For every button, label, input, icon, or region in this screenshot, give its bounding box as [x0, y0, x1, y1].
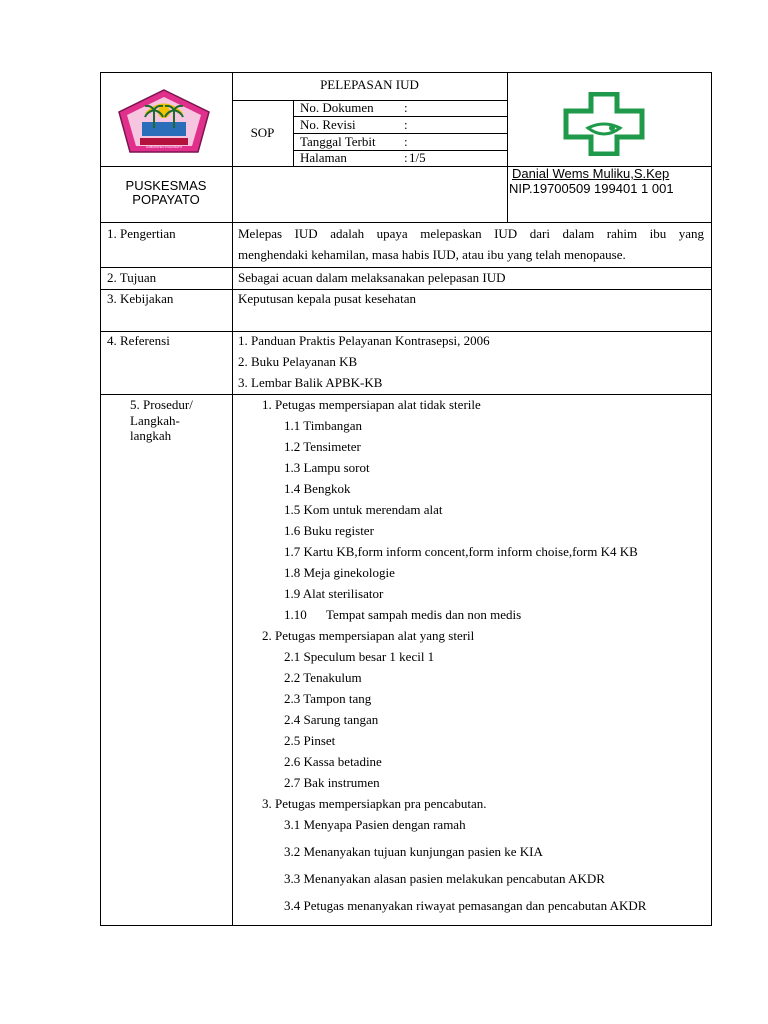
signer-name: Danial Wems Muliku,S.Kep: [512, 166, 670, 181]
section-label-prosedur-line2: Langkah-: [130, 413, 180, 428]
health-cross-logo: [563, 92, 645, 156]
procedure-subitem: 2.6 Kassa betadine: [284, 754, 382, 769]
referensi-item: 3. Lembar Balik APBK-KB: [238, 375, 383, 390]
referensi-item: 1. Panduan Praktis Pelayanan Kontrasepsi, 2006: [238, 333, 490, 348]
section-label-tujuan: 2. Tujuan: [107, 270, 157, 285]
procedure-subitem: 1.7 Kartu KB,form inform concent,form inform choise,form K4 KB: [284, 544, 638, 559]
field-label-no-revisi: No. Revisi: [300, 117, 356, 132]
field-label-tanggal-terbit: Tanggal Terbit: [300, 134, 376, 149]
procedure-subitem: 1.6 Buku register: [284, 523, 374, 538]
document-title: PELEPASAN IUD: [320, 77, 419, 92]
field-label-no-dokumen: No. Dokumen: [300, 100, 374, 115]
procedure-subitem: 1.4 Bengkok: [284, 481, 351, 496]
procedure-subitem: 2.4 Sarung tangan: [284, 712, 379, 727]
procedure-subitem: 2.5 Pinset: [284, 733, 336, 748]
signer-nip: NIP.19700509 199401 1 001: [509, 181, 674, 196]
referensi-item: 2. Buku Pelayanan KB: [238, 354, 358, 369]
procedure-subitem: 3.1 Menyapa Pasien dengan ramah: [284, 817, 466, 832]
procedure-subitem: 2.7 Bak instrumen: [284, 775, 380, 790]
field-sep-halaman: :: [404, 150, 408, 165]
procedure-subitem: 1.2 Tensimeter: [284, 439, 361, 454]
procedure-step: 2. Petugas mempersiapan alat yang steril: [262, 628, 475, 643]
org-name-line2: POPAYATO: [132, 192, 200, 207]
org-name-line1: PUSKESMAS: [125, 178, 207, 193]
procedure-step: 3. Petugas mempersiapkan pra pencabutan.: [262, 796, 487, 811]
pengertian-text-line2: menghendaki kehamilan, masa habis IUD, atau ibu yang telah menopause.: [238, 247, 626, 262]
pengertian-text-line1: Melepas IUD adalah upaya melepaskan IUD dari dalam rahim ibu yang: [238, 226, 704, 241]
procedure-subitem: 2.2 Tenakulum: [284, 670, 362, 685]
procedure-subitem: 1.8 Meja ginekologie: [284, 565, 395, 580]
field-label-halaman: Halaman: [300, 150, 347, 165]
section-label-pengertian: 1. Pengertian: [107, 226, 176, 241]
kebijakan-text: Keputusan kepala pusat kesehatan: [238, 291, 416, 306]
field-sep-no-revisi: :: [404, 117, 408, 132]
field-value-halaman: 1/5: [409, 150, 426, 165]
procedure-subitem: 2.3 Tampon tang: [284, 691, 372, 706]
procedure-subitem: 3.2 Menanyakan tujuan kunjungan pasien ke KIA: [284, 844, 543, 859]
section-label-prosedur: 5. Prosedur/: [130, 397, 193, 412]
procedure-subitem: 3.4 Petugas menanyakan riwayat pemasangan dan pencabutan AKDR: [284, 898, 647, 913]
field-sep-tanggal-terbit: :: [404, 134, 408, 149]
procedure-step: 1. Petugas mempersiapan alat tidak sterile: [262, 397, 481, 412]
procedure-subitem: 2.1 Speculum besar 1 kecil 1: [284, 649, 435, 664]
sop-label: SOP: [250, 125, 275, 140]
procedure-subitem: 1.5 Kom untuk merendam alat: [284, 502, 443, 517]
regency-seal-logo: [116, 88, 212, 156]
section-label-prosedur-line3: langkah: [130, 428, 172, 443]
section-label-kebijakan: 3. Kebijakan: [107, 291, 174, 306]
procedure-subitem: 1.9 Alat sterilisator: [284, 586, 384, 601]
tujuan-text: Sebagai acuan dalam melaksanakan pelepasan IUD: [238, 270, 506, 285]
procedure-subitem: 1.10 Tempat sampah medis dan non medis: [284, 607, 522, 622]
procedure-subitem: 1.3 Lampu sorot: [284, 460, 370, 475]
seal-caption: KABUPATEN POHUWATO: [146, 145, 182, 149]
procedure-subitem: 3.3 Menanyakan alasan pasien melakukan pencabutan AKDR: [284, 871, 605, 886]
procedure-subitem: 1.1 Timbangan: [284, 418, 363, 433]
field-sep-no-dokumen: :: [404, 100, 408, 115]
section-label-referensi: 4. Referensi: [107, 333, 170, 348]
